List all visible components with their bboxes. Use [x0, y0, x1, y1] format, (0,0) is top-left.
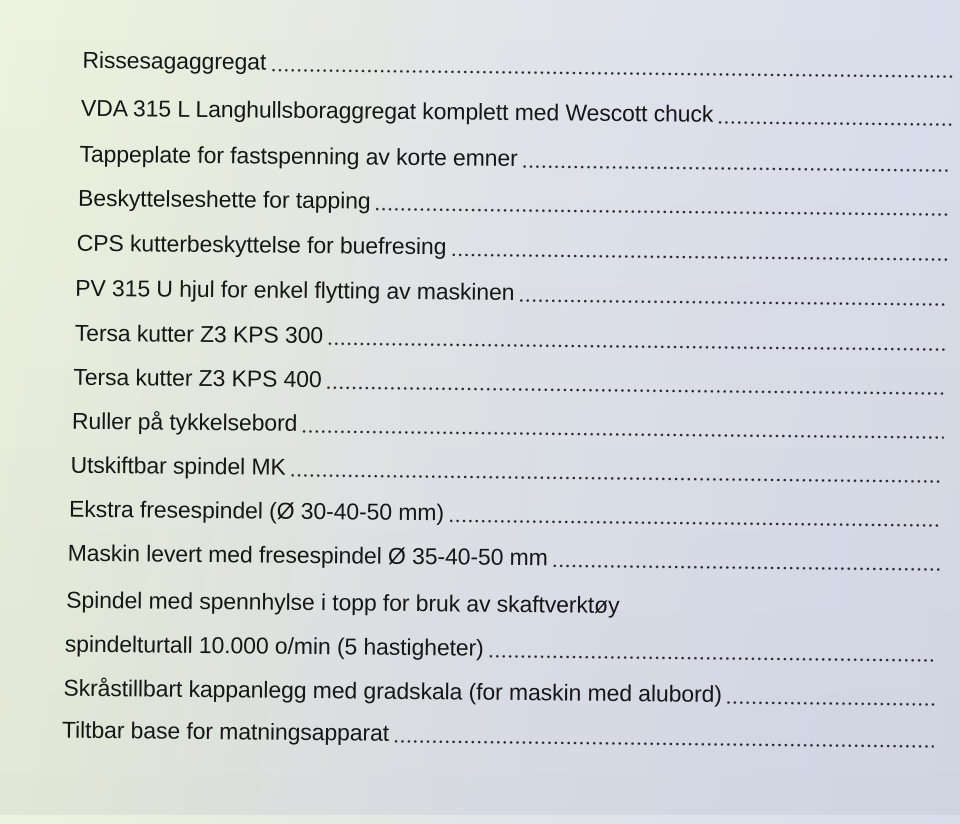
list-item [75, 272, 947, 310]
dot-leader [450, 253, 948, 261]
list-item [68, 537, 940, 575]
item-label: Maskin levert med fresespindel Ø 35-40-50 mm [67, 539, 548, 571]
list-item [75, 317, 947, 355]
list-item [73, 361, 945, 399]
item-label: spindelturtall 10.000 o/min (5 hastigheter) [64, 630, 484, 661]
list-item [69, 493, 941, 531]
dot-leader [374, 208, 950, 217]
list-item [62, 714, 934, 752]
list-item [81, 92, 953, 130]
item-label: VDA 315 L Langhullsboraggregat komplett med Wescott chuck [80, 94, 714, 127]
item-label: Tersa kutter Z3 KPS 400 [73, 363, 322, 393]
dot-leader [301, 430, 944, 439]
list-item [82, 44, 954, 82]
list-item [70, 449, 942, 487]
dot-leader [393, 740, 934, 748]
dot-leader [518, 299, 947, 306]
dot-leader [552, 564, 940, 571]
dot-leader [717, 121, 953, 126]
item-label: Tersa kutter Z3 KPS 300 [74, 319, 324, 349]
item-label: Ruller på tykkelsebord [71, 407, 298, 436]
dot-leader [488, 655, 937, 662]
item-label: PV 315 U hjul for enkel flytting av maskinen [75, 274, 515, 305]
item-label: Rissesagaggregat [82, 46, 267, 75]
list-item [63, 672, 935, 710]
list-item [66, 584, 938, 622]
dot-leader [448, 519, 941, 527]
list-item [77, 227, 949, 265]
dot-leader [290, 474, 943, 483]
list-item [78, 182, 950, 220]
list-item [72, 405, 944, 443]
item-label: Beskyttelseshette for tapping [77, 184, 371, 214]
dot-leader [327, 342, 947, 351]
item-label: Skråstillbart kappanlegg med gradskala (for maskin med alubord) [63, 674, 722, 707]
dot-leader [726, 701, 936, 706]
item-label: Spindel med spennhylse i topp for bruk av skaftverktøy [66, 586, 620, 618]
list-item [65, 628, 937, 666]
item-label: Tappeplate for fastspenning av korte emner [79, 140, 518, 171]
item-label: CPS kutterbeskyttelse for buefresing [76, 229, 447, 260]
list-item [79, 138, 951, 176]
dot-leader [326, 386, 946, 395]
item-label: Utskiftbar spindel MK [70, 451, 286, 480]
dot-leader [522, 165, 952, 172]
item-label: Tiltbar base for matningsapparat [61, 716, 390, 746]
dot-leader [270, 69, 954, 79]
item-label: Ekstra fresespindel (Ø 30-40-50 mm) [68, 495, 445, 526]
